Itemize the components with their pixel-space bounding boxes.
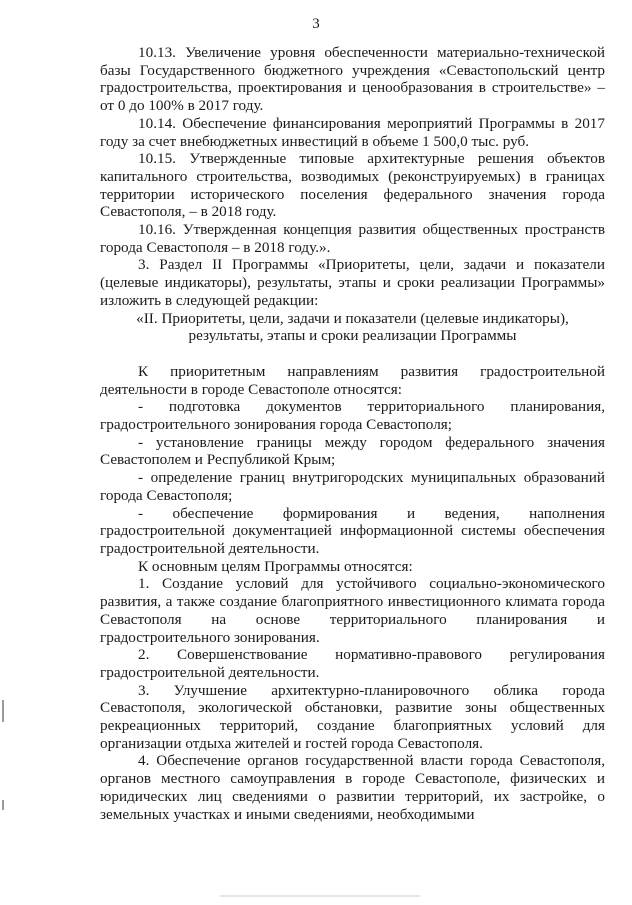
page-number: 3 <box>312 16 320 32</box>
goals-intro: К основным целям Программы относятся: <box>138 557 413 575</box>
priority-item: - установление границы между городом федерального значения Севастополем и Республикой Крым; <box>100 433 605 469</box>
document-body <box>100 44 605 823</box>
priority-item: - определение границ внутригородских муниципальных образований города Севастополя; <box>100 469 605 504</box>
goal-item: 2. Совершенствование нормативно-правового регулирования градостроительной деятельности. <box>100 646 605 681</box>
paragraph-10-15: 10.15. Утвержденные типовые архитектурные решения объектов капитального строительства, возводимых (реконструируемых) в границах территории исторического поселения федерального значения города Севастополя, – в 2018 году. <box>100 150 605 221</box>
scan-edge-mark <box>2 700 4 722</box>
priority-item: - подготовка документов территориального планирования, градостроительного зонирования города Севастополя; <box>100 398 605 434</box>
section-heading-line-2: результаты, этапы и сроки реализации Программы <box>188 327 517 345</box>
paragraph-10-13: 10.13. Увеличение уровня обеспеченности материально-технической базы Государственного бюджетного учреждения «Севастопольский центр градостроительства, проектирования и ценообразования в строительстве» – от 0 до 100% в 2017 году. <box>100 44 605 115</box>
priorities-intro: К приоритетным направлениям развития градостроительной деятельности в городе Севастополе относятся: <box>100 362 605 398</box>
goal-item: 1. Создание условий для устойчивого социально-экономического развития, а также создание благоприятного инвестиционного климата города Севастополя на основе территориального планирования и градостроительного зонирования. <box>100 575 605 646</box>
blank-line <box>100 345 605 363</box>
goal-item: 3. Улучшение архитектурно-планировочного облика города Севастополя, экологической обстановки, развитие зоны общественных рекреационных территорий, создание благоприятных условий для организации отдыха жителей и гостей города Севастополя. <box>100 681 605 752</box>
paragraph-10-16: 10.16. Утвержденная концепция развития общественных пространств города Севастополя – в 2018 году.». <box>100 221 605 256</box>
paragraph-10-14: 10.14. Обеспечение финансирования мероприятий Программы в 2017 году за счет внебюджетных инвестиций в объеме 1 500,0 тыс. руб. <box>100 114 605 150</box>
paragraph-amendment-3: 3. Раздел II Программы «Приоритеты, цели, задачи и показатели (целевые индикаторы), результаты, этапы и сроки реализации Программы» изложить в следующей редакции: <box>100 256 605 309</box>
scan-edge-mark <box>2 800 4 810</box>
priority-item: - обеспечение формирования и ведения, наполнения градостроительной документацией информационной системы обеспечения градостроительной деятельности. <box>100 504 605 557</box>
section-heading-line-1: «II. Приоритеты, цели, задачи и показатели (целевые индикаторы), <box>136 309 569 327</box>
goal-item: 4. Обеспечение органов государственной власти города Севастополя, органов местного самоуправления в городе Севастополе, физических и юридических лиц сведениями о развитии территорий, их застройке, о земельных участках и иными сведениями, необходимыми <box>100 752 605 823</box>
scan-smudge <box>220 895 420 897</box>
